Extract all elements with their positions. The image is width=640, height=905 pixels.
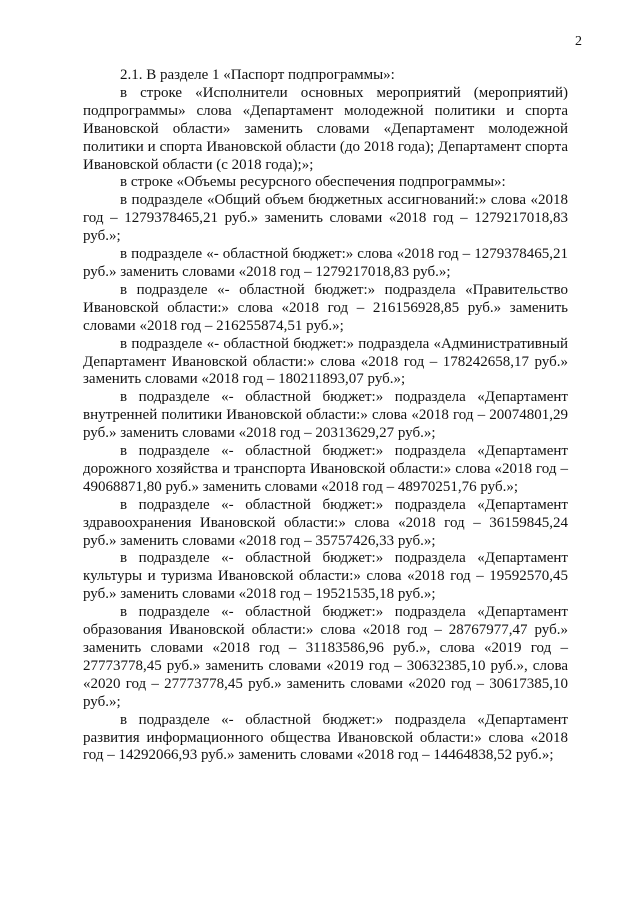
paragraph-section-heading: 2.1. В разделе 1 «Паспорт подпрограммы»: [120,67,395,83]
paragraph-education-dept: в подразделе «- областной бюджет:» подраздела «Департамент образования Ивановской области:» слова «2018 год – 28767977,47 руб.» заменить словами «2018 год – 31183586,96 руб.», слова «2019 год – 27773778,45 руб.» заменить словами «2019 год – 30632385,10 руб.», слова «2020 год – 27773778,45 руб.» заменить словами «2020 год – 30617385,10 руб.»; [83,604,568,710]
paragraph-culture-tourism-dept: в подразделе «- областной бюджет:» подраздела «Департамент культуры и туризма Ивановской области:» слова «2018 год – 19592570,45 руб.» заменить словами «2018 год – 19521535,18 руб.»; [83,550,568,603]
paragraph-regional-budget: в подразделе «- областной бюджет:» слова «2018 год – 1279378465,21 руб.» заменить словами «2018 год – 1279217018,83 руб.»; [83,246,568,280]
paragraph-internal-policy-dept: в подразделе «- областной бюджет:» подраздела «Департамент внутренней политики Ивановской области:» слова «2018 год – 20074801,29 руб.» заменить словами «2018 год – 20313629,27 руб.»; [83,389,568,442]
paragraph-executors: в строке «Исполнители основных мероприятий (мероприятий) подпрограммы» слова «Департамент молодежной политики и спорта Ивановской области» заменить словами «Департамент молодежной политики и спорта Ивановской области (до 2018 года); Департамент спорта Ивановской области (с 2018 года);»; [83,84,568,173]
paragraph-info-society-dept: в подразделе «- областной бюджет:» подраздела «Департамент развития информационного общества Ивановской области:» слова «2018 год – 14292066,93 руб.» заменить словами «2018 год – 14464838,52 руб.»; [83,711,568,764]
paragraph-administrative-dept: в подразделе «- областной бюджет:» подраздела «Административный Департамент Ивановской области:» слова «2018 год – 178242658,17 руб.» заменить словами «2018 год – 180211893,07 руб.»; [83,335,568,388]
document-body [83,67,568,765]
paragraph-government: в подразделе «- областной бюджет:» подраздела «Правительство Ивановской области:» слова «2018 год – 216156928,85 руб.» заменить словами «2018 год – 216255874,51 руб.»; [83,281,568,334]
page-number: 2 [575,34,582,49]
paragraph-health-dept: в подразделе «- областной бюджет:» подраздела «Департамент здравоохранения Ивановской области:» слова «2018 год – 36159845,24 руб.» заменить словами «2018 год – 35757426,33 руб.»; [83,496,568,549]
paragraph-total-allocations: в подразделе «Общий объем бюджетных ассигнований:» слова «2018 год – 1279378465,21 руб.» заменить словами «2018 год – 1279217018,83 руб.»; [83,192,568,245]
paragraph-funding-row: в строке «Объемы ресурсного обеспечения подпрограммы»: [120,174,506,191]
paragraph-road-transport-dept: в подразделе «- областной бюджет:» подраздела «Департамент дорожного хозяйства и транспорта Ивановской области:» слова «2018 год – 49068871,80 руб.» заменить словами «2018 год – 48970251,76 руб.»; [83,443,568,495]
